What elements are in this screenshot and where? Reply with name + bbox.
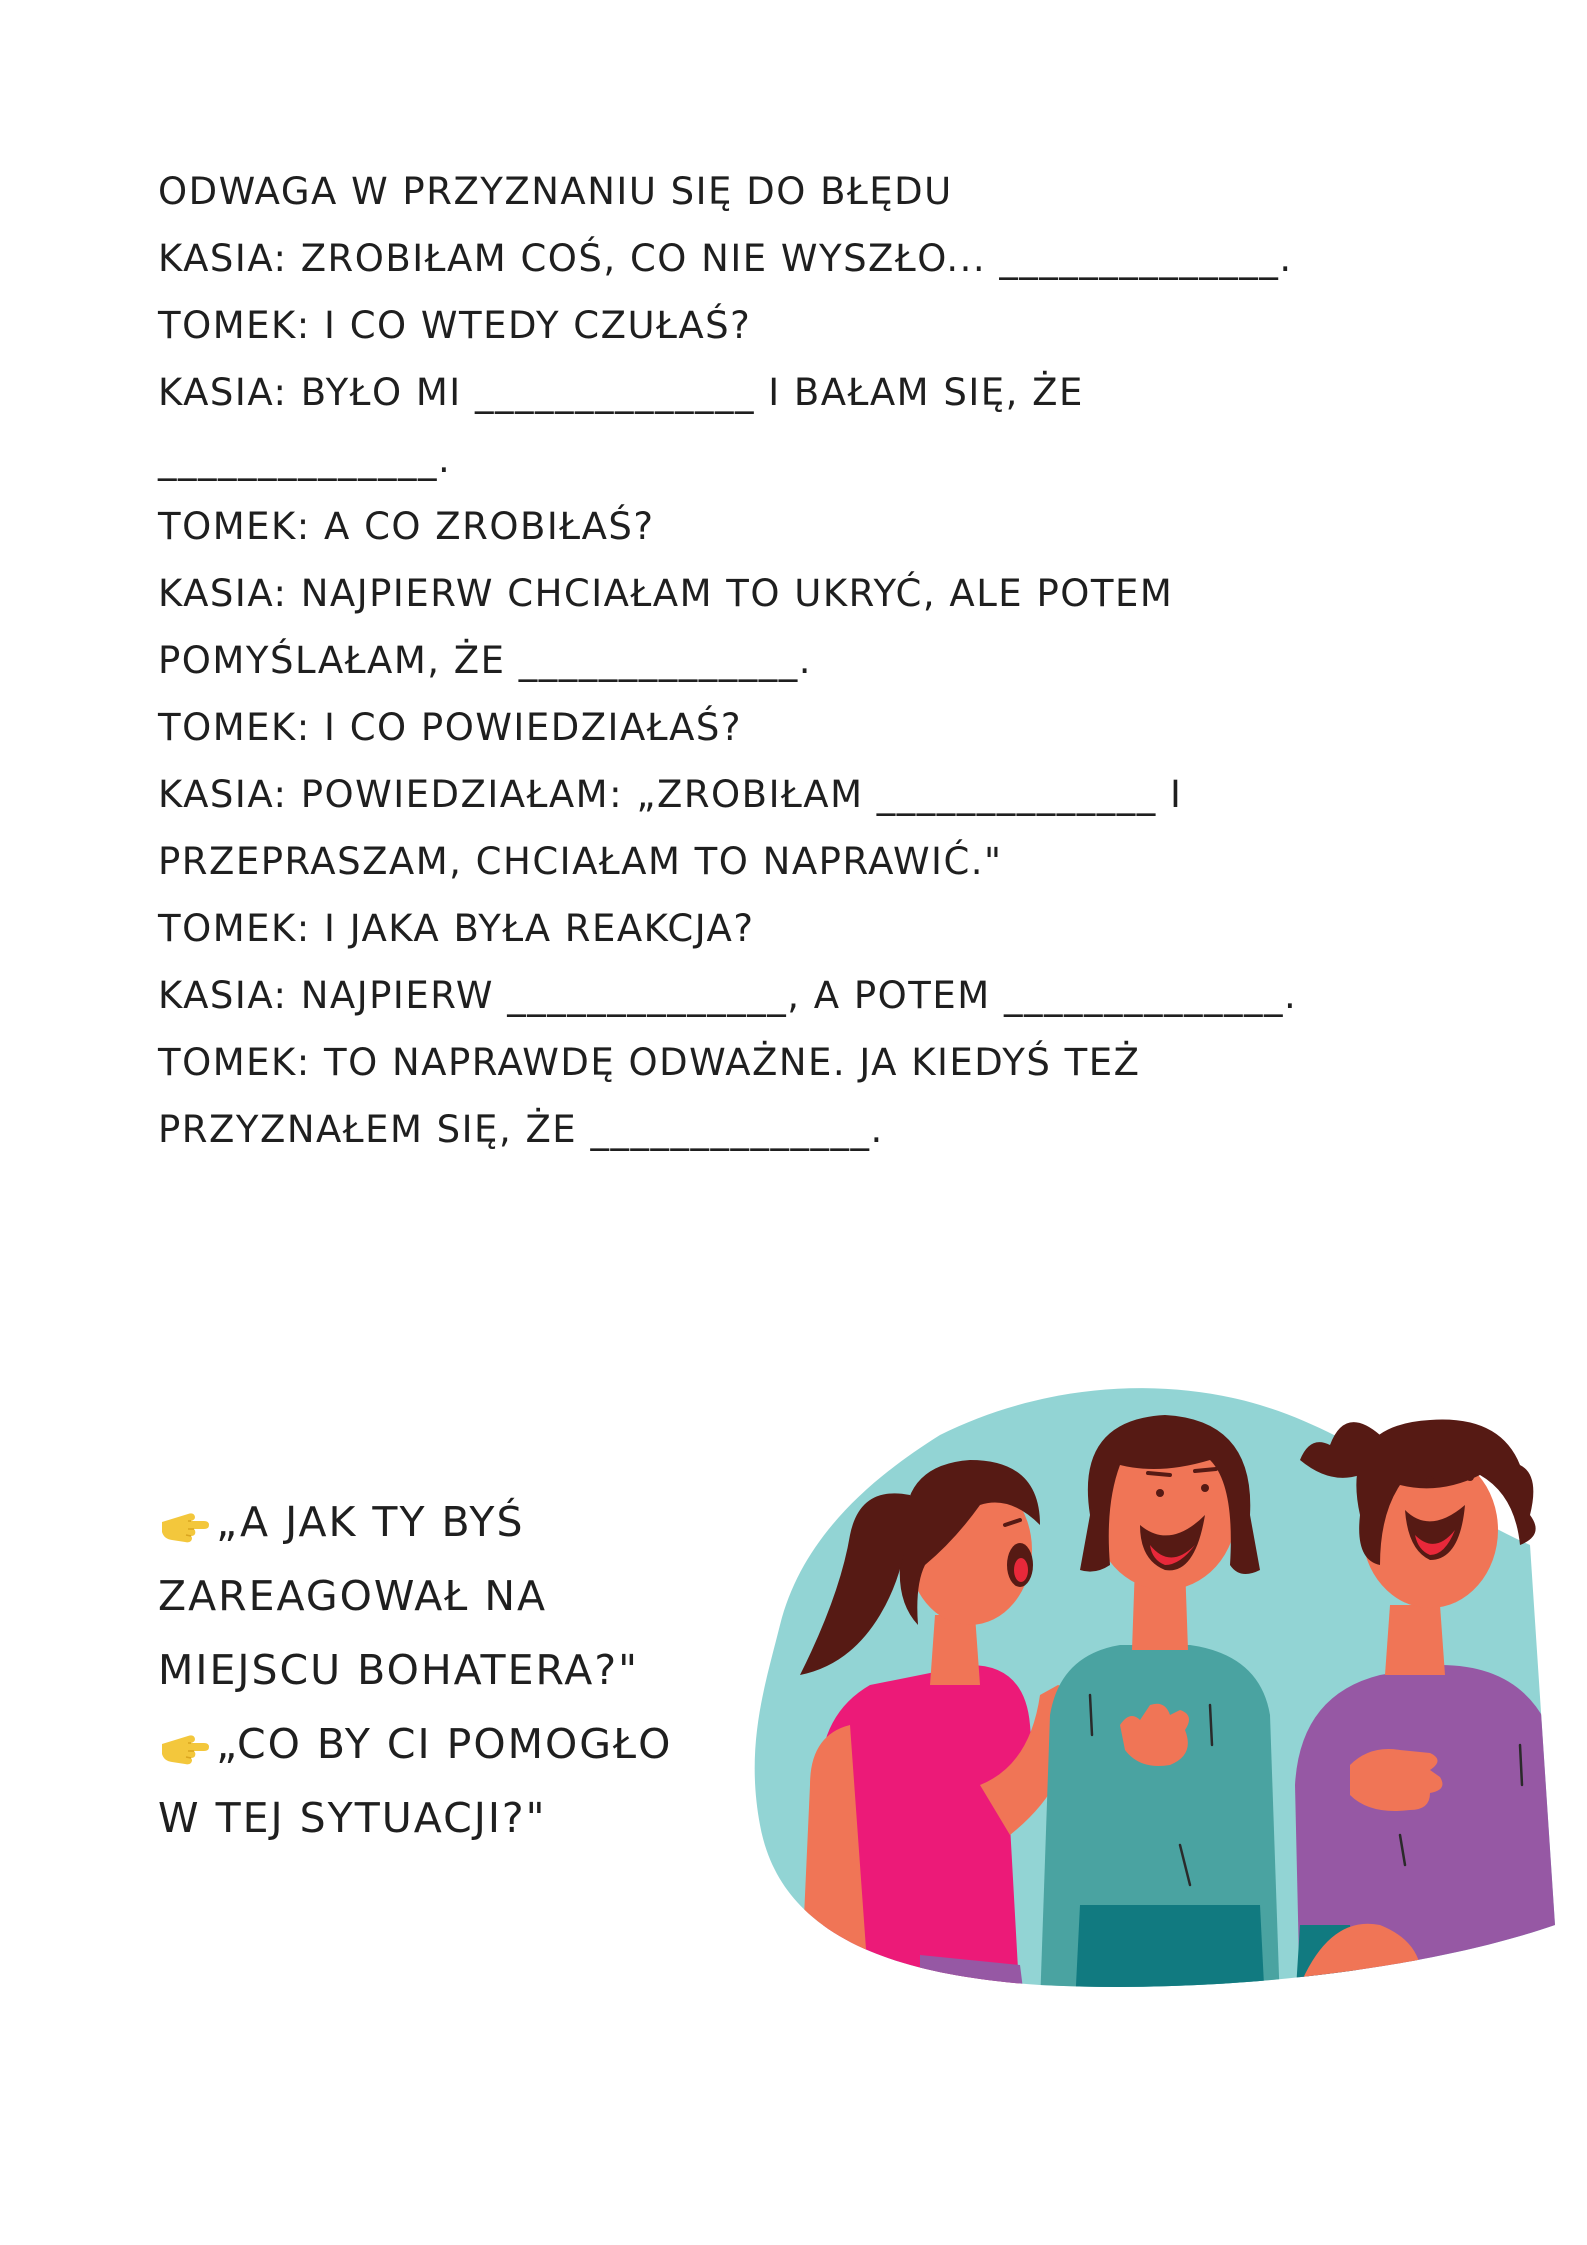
dialogue-line: KASIA: NAJPIERW ______________, A POTEM ______________. (158, 974, 1298, 1017)
question-2-line-1 (158, 1707, 718, 1781)
question-1-line-2: ZAREAGOWAŁ NA (158, 1572, 548, 1620)
dialogue-line: KASIA: ZROBIŁAM COŚ, CO NIE WYSZŁO... ______________. (158, 237, 1293, 280)
dialogue-line: TOMEK: TO NAPRAWDĘ ODWAŻNE. JA KIEDYŚ TEŻ (158, 1041, 1141, 1084)
question-1-line-3: MIEJSCU BOHATERA?" (158, 1646, 639, 1694)
dialogue-line: TOMEK: I JAKA BYŁA REAKCJA? (158, 907, 755, 950)
dialogue-line: TOMEK: I CO WTEDY CZUŁAŚ? (158, 304, 752, 347)
dialogue-line: TOMEK: A CO ZROBIŁAŚ? (158, 505, 655, 548)
question-2-text: „CO BY CI POMOGŁO (216, 1720, 673, 1768)
reflection-questions (158, 1485, 718, 1855)
dialogue-line: POMYŚLAŁAM, ŻE ______________. (158, 639, 813, 682)
question-1-text: „A JAK TY BYŚ (216, 1498, 525, 1546)
dialogue-line: TOMEK: I CO POWIEDZIAŁAŚ? (158, 706, 743, 749)
three-friends-talking-illustration (740, 1365, 1560, 1995)
dialogue-line: PRZYZNAŁEM SIĘ, ŻE ______________. (158, 1108, 884, 1151)
dialogue-title: ODWAGA W PRZYZNANIU SIĘ DO BŁĘDU (158, 170, 953, 213)
question-2-line-2: W TEJ SYTUACJI?" (158, 1794, 547, 1842)
question-1-line-1 (158, 1485, 718, 1559)
dialogue-line: ______________. (158, 438, 452, 481)
pointing-hand-icon (158, 1717, 216, 1791)
dialogue-line: KASIA: BYŁO MI ______________ I BAŁAM SIĘ, ŻE (158, 371, 1084, 414)
dialogue-line: PRZEPRASZAM, CHCIAŁAM TO NAPRAWIĆ." (158, 840, 1003, 883)
dialogue-text (158, 158, 1408, 1163)
dialogue-line: KASIA: POWIEDZIAŁAM: „ZROBIŁAM ______________ I (158, 773, 1183, 816)
dialogue-line: KASIA: NAJPIERW CHCIAŁAM TO UKRYĆ, ALE POTEM (158, 572, 1174, 615)
pointing-hand-icon (158, 1495, 216, 1569)
